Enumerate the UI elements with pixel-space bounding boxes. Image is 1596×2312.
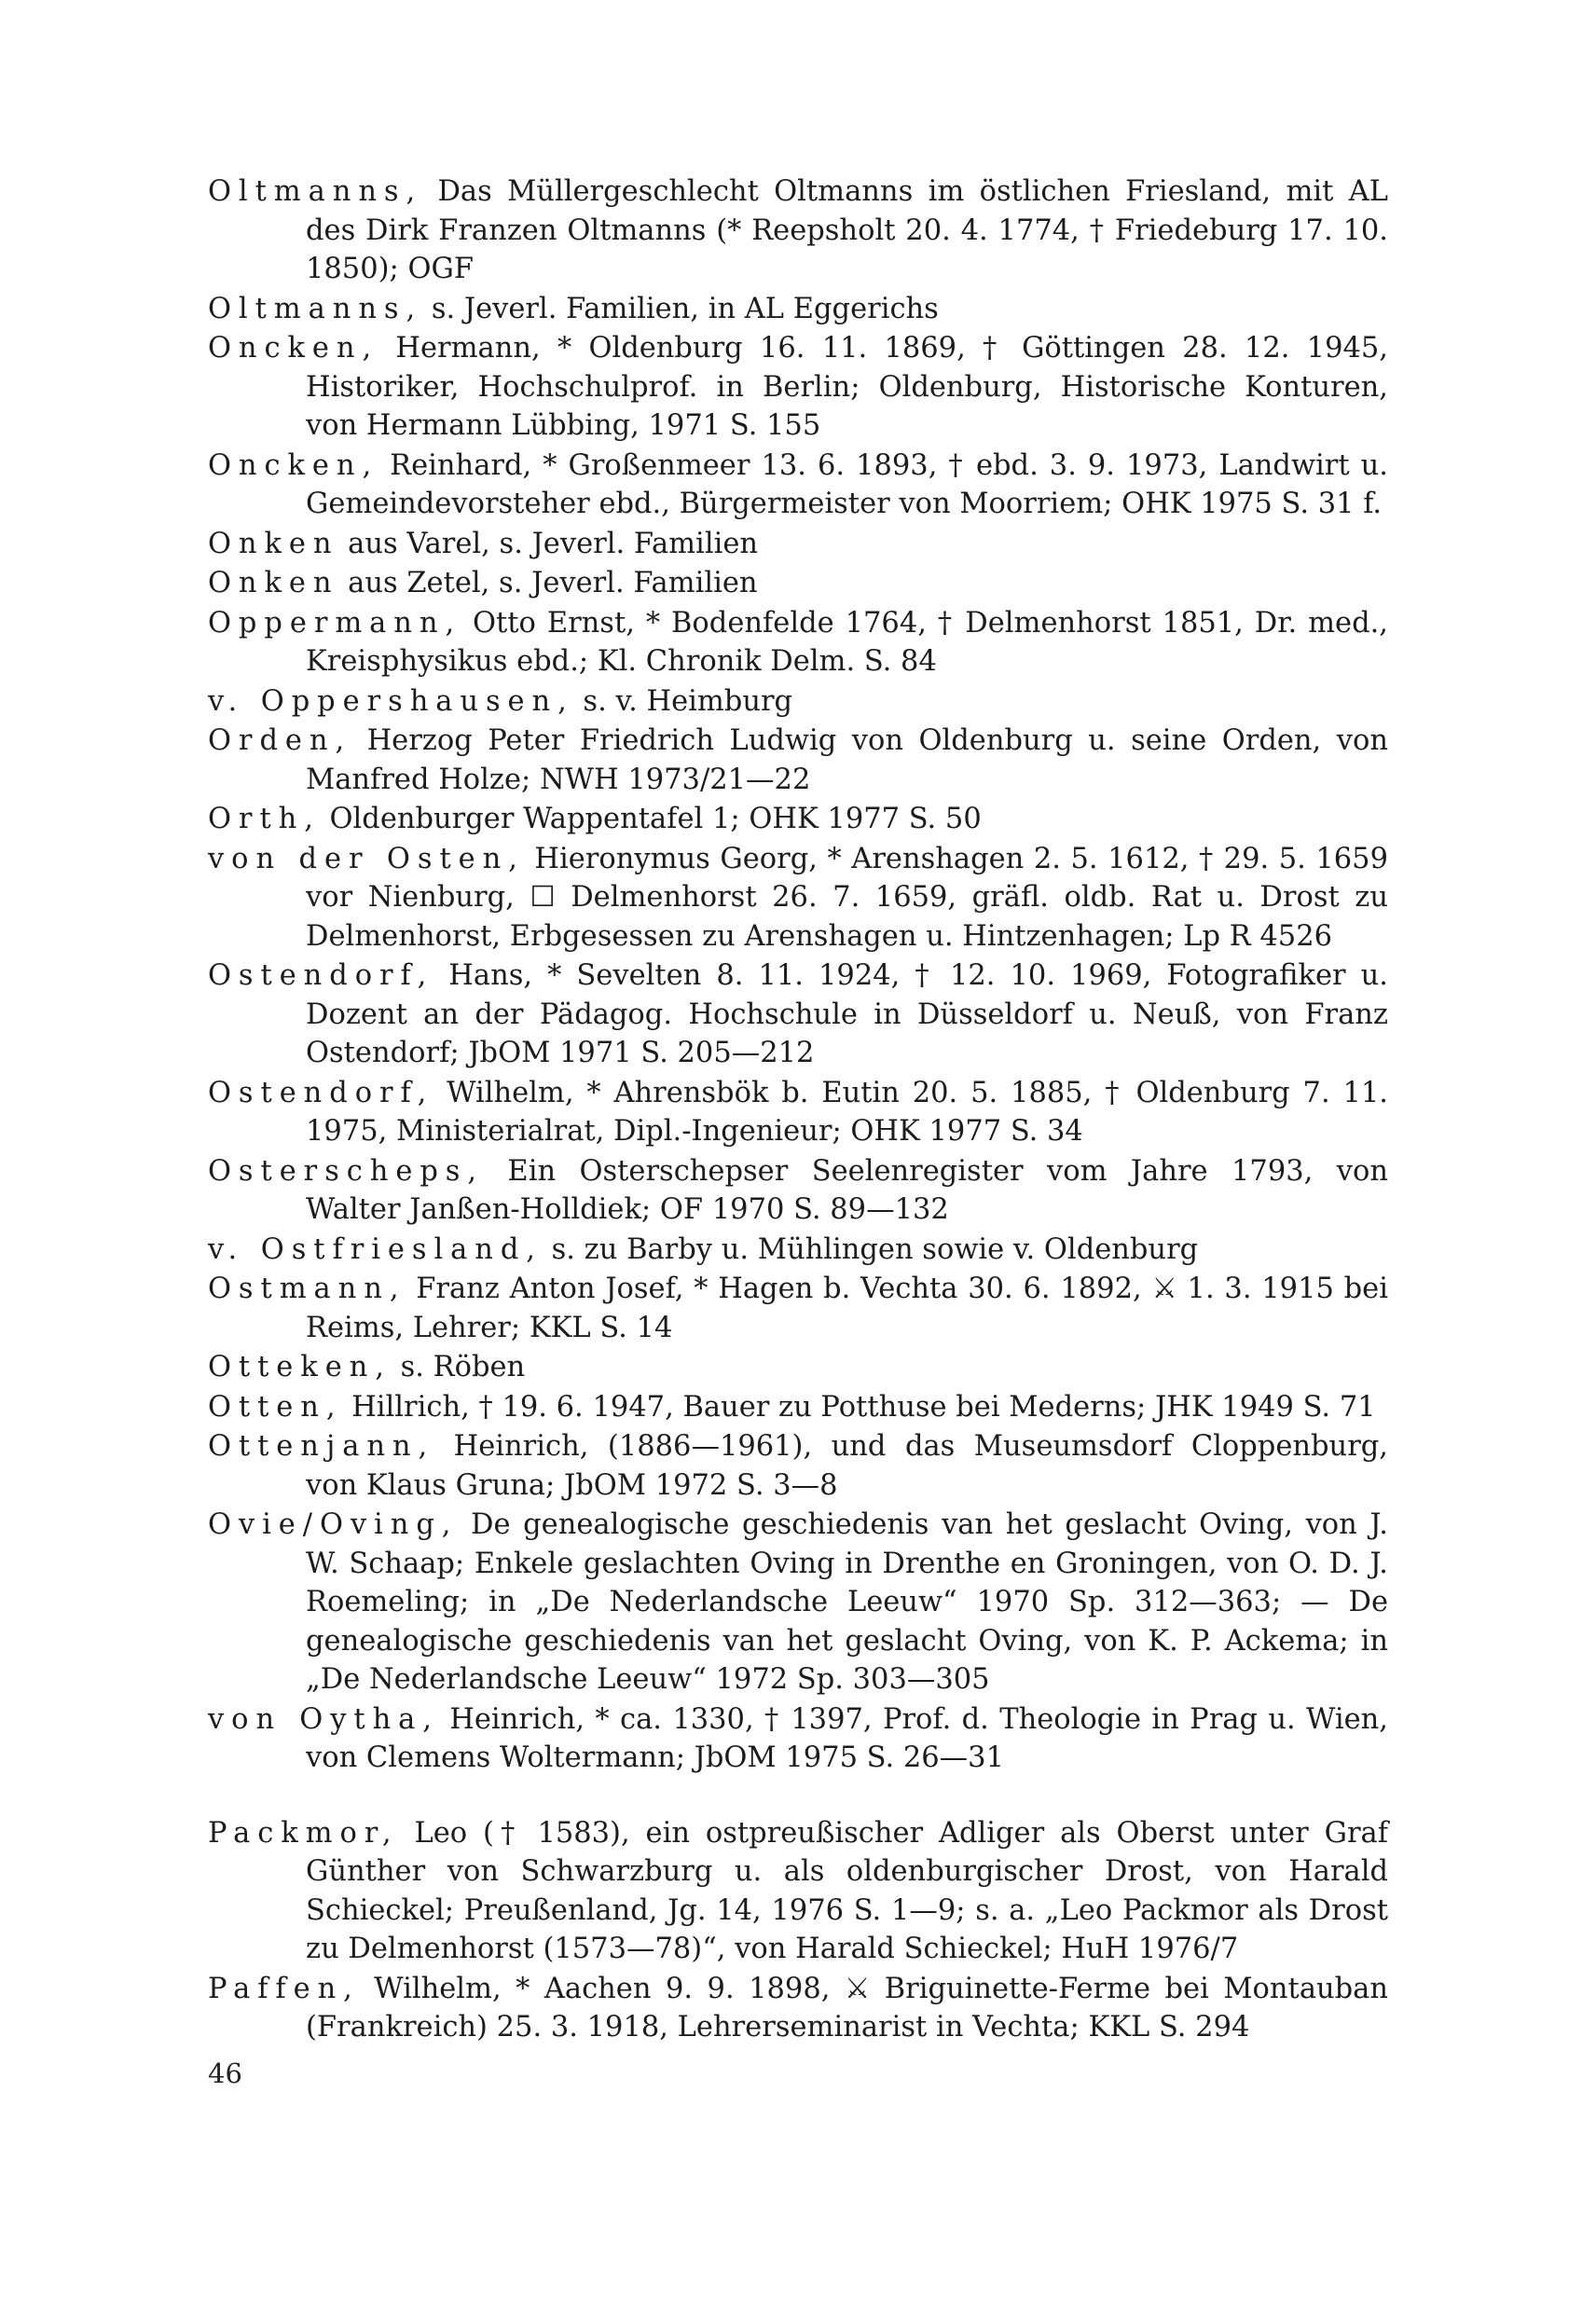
- entry-keyword: v. Ostfriesland,: [208, 1232, 543, 1266]
- entry-keyword: Onken: [208, 567, 339, 599]
- entry-text: Hans, * Sevelten 8. 11. 1924, † 12. 10. 1969, Fotografiker u. Dozent an der Pädagog. Hochschule in Düsseldorf u. Neuß, von Franz Ostendorf; JbOM 1971 S. 205—212: [306, 959, 1388, 1069]
- entry-text: Wilhelm, * Ahrensbök b. Eutin 20. 5. 1885, † Oldenburg 7. 11. 1975, Ministerialrat, Dipl.-Ingenieur; OHK 1977 S. 34: [306, 1076, 1388, 1148]
- entry-keyword: Oltmanns,: [208, 175, 423, 208]
- index-entry: [208, 1348, 1388, 1387]
- entry-keyword: Ottenjann,: [208, 1430, 435, 1463]
- entry-text: aus Varel, s. Jeverl. Familien: [338, 527, 759, 560]
- page-number: 46: [208, 2057, 242, 2089]
- section-gap: [208, 1779, 1388, 1814]
- entry-keyword: von der Osten,: [208, 842, 525, 875]
- index-entry: [208, 172, 1388, 289]
- index-entry: [208, 564, 1388, 603]
- entry-keyword: Orth,: [208, 803, 321, 835]
- entry-keyword: Oncken,: [208, 332, 379, 365]
- index-entry: [208, 329, 1388, 446]
- entry-text: Hermann, * Oldenburg 16. 11. 1869, † Göttingen 28. 12. 1945, Historiker, Hochschulprof. in Berlin; Oldenburg, Historische Konturen, von Hermann Lübbing, 1971 S. 155: [306, 332, 1388, 442]
- entry-text: Heinrich, (1886—1961), und das Museumsdorf Cloppenburg, von Klaus Gruna; JbOM 1972 S. 3—8: [306, 1430, 1388, 1502]
- entry-keyword: v. Oppershausen,: [208, 684, 574, 718]
- entry-text: Otto Ernst, * Bodenfelde 1764, † Delmenhorst 1851, Dr. med., Kreisphysikus ebd.; Kl. Chronik Delm. S. 84: [306, 606, 1388, 678]
- entry-text: Hillrich, † 19. 6. 1947, Bauer zu Potthuse bei Mederns; JHK 1949 S. 71: [342, 1390, 1376, 1424]
- entry-keyword: Packmor,: [208, 1816, 399, 1850]
- entry-text: Herzog Peter Friedrich Ludwig von Oldenburg u. seine Orden, von Manfred Holze; NWH 1973/21—22: [306, 724, 1388, 796]
- entry-keyword: Ostmann,: [208, 1273, 406, 1305]
- entry-text: Hieronymus Georg, * Arenshagen 2. 5. 1612, † 29. 5. 1659 vor Nienburg, ☐ Delmenhorst 26. 7. 1659, gräfl. oldb. Rat u. Drost zu Delmenhorst, Erbgesessen zu Arenshagen u. Hintzenhagen; Lp R 4526: [306, 842, 1388, 953]
- entry-text: s. Jeverl. Familien, in AL Eggerichs: [422, 292, 939, 325]
- index-entry: [208, 1270, 1388, 1347]
- index-entry: [208, 1506, 1388, 1700]
- entry-keyword: Ostendorf,: [208, 959, 434, 992]
- entry-text: Das Müllergeschlecht Oltmanns im östlichen Friesland, mit AL des Dirk Franzen Oltmanns (* Reepsholt 20. 4. 1774, † Friedeburg 17. 10. 1850); OGF: [306, 175, 1388, 285]
- index-entry: [208, 1427, 1388, 1505]
- entry-text: s. zu Barby u. Mühlingen sowie v. Oldenburg: [542, 1232, 1199, 1266]
- entry-text: Oldenburger Wappentafel 1; OHK 1977 S. 50: [320, 803, 982, 835]
- entry-keyword: Otten,: [208, 1390, 343, 1424]
- index-entry: [208, 1152, 1388, 1230]
- index-entry: [208, 956, 1388, 1073]
- entry-text: Ein Osterschepser Seelenregister vom Jahre 1793, von Walter Janßen-Holldiek; OF 1970 S. 89—132: [306, 1154, 1388, 1226]
- entry-keyword: Orden,: [208, 724, 352, 757]
- entry-text: s. v. Heimburg: [573, 684, 793, 718]
- entry-text: Wilhelm, * Aachen 9. 9. 1898, ⚔ Briguinette-Ferme bei Montauban (Frankreich) 25. 3. 1918, Lehrerseminarist in Vechta; KKL S. 294: [306, 1972, 1388, 2044]
- entry-keyword: Oncken,: [208, 448, 379, 482]
- entry-keyword: Ostendorf,: [208, 1076, 434, 1109]
- index-entry: [208, 1231, 1388, 1270]
- index-entry: [208, 447, 1388, 524]
- index-entry: [208, 1700, 1388, 1778]
- entry-keyword: von Oytha,: [208, 1702, 439, 1736]
- index-entry: [208, 1970, 1388, 2047]
- entry-keyword: Osterscheps,: [208, 1154, 485, 1188]
- entry-keyword: Paffen,: [208, 1972, 360, 2005]
- index-entry: [208, 722, 1388, 799]
- entry-text: Franz Anton Josef, * Hagen b. Vechta 30. 6. 1892, ⚔ 1. 3. 1915 bei Reims, Lehrer; KKL S. 14: [306, 1273, 1388, 1344]
- index-entry: [208, 1074, 1388, 1151]
- entry-keyword: Oppermann,: [208, 606, 462, 640]
- index-entries: [208, 172, 1388, 2048]
- entry-text: Leo († 1583), ein ostpreußischer Adliger als Oberst unter Graf Günther von Schwarzburg u. als oldenburgischer Drost, von Harald Schieckel; Preußenland, Jg. 14, 1976 S. 1—9; s. a. „Leo Packmor als Drost zu Delmenhorst (1573—78)“, von Harald Schieckel; HuH 1976/7: [306, 1816, 1388, 1965]
- entry-keyword: Otteken,: [208, 1351, 392, 1383]
- index-entry: [208, 800, 1388, 839]
- entry-keyword: Ovie/Oving,: [208, 1508, 459, 1541]
- index-entry: [208, 682, 1388, 722]
- entry-text: aus Zetel, s. Jeverl. Familien: [338, 567, 758, 599]
- index-entry: [208, 840, 1388, 956]
- index-entry: [208, 1388, 1388, 1427]
- index-entry: [208, 604, 1388, 681]
- index-entry: [208, 1814, 1388, 1969]
- index-entry: [208, 525, 1388, 564]
- entry-keyword: Onken: [208, 527, 339, 560]
- entry-text: Reinhard, * Großenmeer 13. 6. 1893, † ebd. 3. 9. 1973, Landwirt u. Gemeindevorsteher ebd., Bürgermeister von Moorriem; OHK 1975 S. 31 f.: [306, 448, 1388, 520]
- entry-text: De genealogische geschiedenis van het geslacht Oving, von J. W. Schaap; Enkele geslachten Oving in Drenthe en Groningen, von O. D. J. Roemeling; in „De Nederlandsche Leeuw“ 1970 Sp. 312—363; — De genealogische geschiedenis van het geslacht Oving, von K. P. Ackema; in „De Nederlandsche Leeuw“ 1972 Sp. 303—305: [306, 1508, 1388, 1696]
- entry-keyword: Oltmanns,: [208, 292, 423, 325]
- entry-text: s. Röben: [391, 1351, 526, 1383]
- index-entry: [208, 290, 1388, 329]
- entry-text: Heinrich, * ca. 1330, † 1397, Prof. d. Theologie in Prag u. Wien, von Clemens Woltermann; JbOM 1975 S. 26—31: [306, 1702, 1388, 1774]
